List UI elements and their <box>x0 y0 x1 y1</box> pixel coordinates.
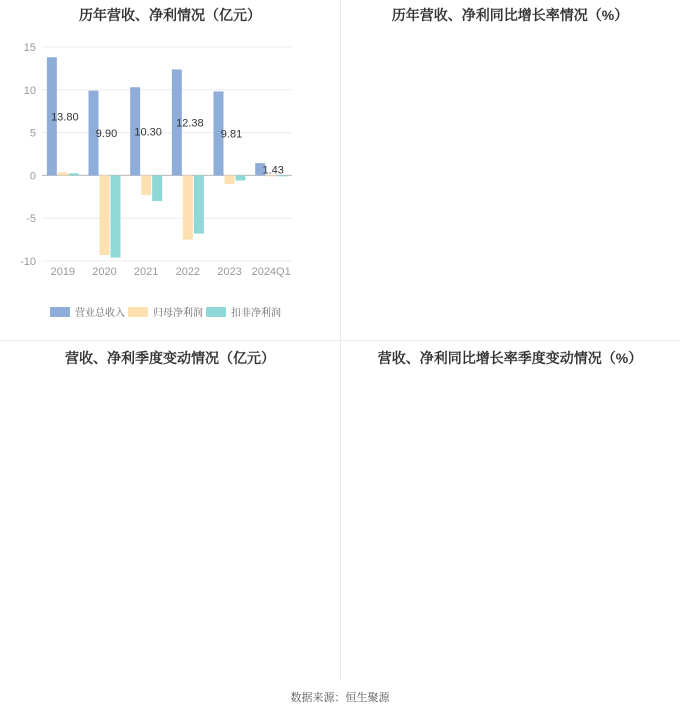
x-tick-label: 2024Q1 <box>251 266 291 278</box>
x-tick-label: 2022 <box>175 266 201 278</box>
chart-title: 营收、净利同比增长率季度变动情况（%） <box>377 350 643 366</box>
bar-2 <box>69 173 79 175</box>
legend-label: 归母净利润 <box>153 308 203 319</box>
chart-title: 营收、净利季度变动情况（亿元） <box>65 350 275 366</box>
legend-label: 扣非净利润 <box>231 308 281 319</box>
annual-growth-line-chart <box>340 0 680 340</box>
y-tick-label: 10 <box>23 84 36 97</box>
annual-growth-panel <box>340 0 680 340</box>
bar-2 <box>152 175 162 201</box>
bar-1 <box>141 175 151 195</box>
quarterly-bar-chart <box>0 340 340 680</box>
bar-data-label: 9.81 <box>220 128 243 141</box>
data-source-note: 数据来源：恒生聚源 <box>290 692 390 704</box>
y-tick-label: 5 <box>29 127 36 140</box>
bar-1 <box>58 172 68 175</box>
chart-title: 历年营收、净利同比增长率情况（%） <box>391 7 629 23</box>
y-tick-label: -10 <box>20 256 36 268</box>
quarterly-growth-line-chart <box>340 340 680 680</box>
x-tick-label: 2023 <box>217 266 242 278</box>
legend-swatch <box>206 307 226 317</box>
y-tick-label: 0 <box>29 170 36 183</box>
y-tick-label: 15 <box>23 42 36 54</box>
bar-1 <box>100 175 110 255</box>
bar-data-label: 13.80 <box>51 111 79 124</box>
legend-swatch <box>50 307 70 317</box>
annual-bar-chart <box>0 0 340 340</box>
bar-data-label: 9.90 <box>95 128 118 141</box>
x-tick-label: 2019 <box>50 266 76 278</box>
bar-2 <box>194 175 204 233</box>
annual-revenue-profit-panel <box>0 0 340 340</box>
quarterly-revenue-profit-panel <box>0 340 340 680</box>
chart-title: 历年营收、净利情况（亿元） <box>79 7 261 23</box>
bar-2 <box>236 175 246 180</box>
x-tick-label: 2021 <box>133 266 159 278</box>
bar-1 <box>225 175 235 184</box>
bar-1 <box>183 175 193 239</box>
bar-2 <box>111 175 121 257</box>
bar-data-label: 10.30 <box>134 126 162 139</box>
quarterly-growth-panel <box>340 340 680 680</box>
y-tick-label: -5 <box>26 213 36 226</box>
legend-swatch <box>128 307 148 317</box>
bar-data-label: 1.43 <box>262 164 284 177</box>
bar-data-label: 12.38 <box>176 117 204 130</box>
legend-label: 营业总收入 <box>75 308 125 319</box>
x-tick-label: 2020 <box>92 266 117 278</box>
